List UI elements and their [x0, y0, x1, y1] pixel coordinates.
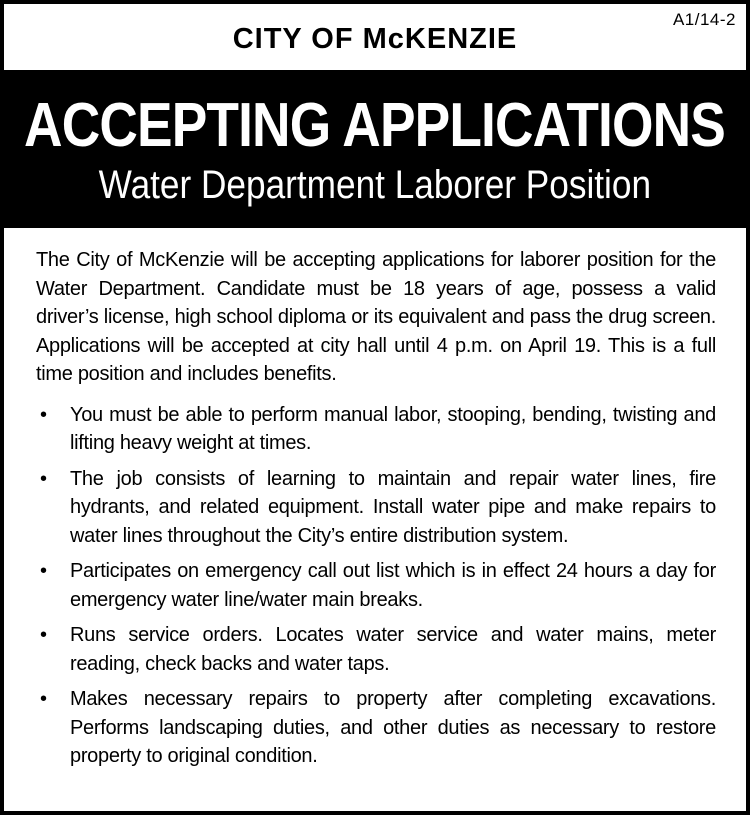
city-name: CITY OF McKENZIE [232, 22, 518, 55]
bullet-icon: • [40, 688, 47, 710]
duty-text: Makes necessary repairs to property after completing excavations. Performs landscaping duties, and other duties as necessary to restore property to original condition. [70, 688, 716, 767]
list-item [36, 685, 716, 771]
list-item [36, 401, 716, 458]
duty-text: Participates on emergency call out list which is in effect 24 hours a day for emergency water line/water main breaks. [70, 560, 716, 611]
headline: ACCEPTING APPLICATIONS [24, 91, 726, 160]
headline-banner [4, 70, 746, 228]
ad-code: A1/14-2 [672, 10, 736, 29]
duty-text: Runs service orders. Locates water service and water mains, meter reading, check backs and water taps. [70, 624, 716, 675]
bullet-icon: • [40, 403, 47, 426]
ad-body [4, 228, 746, 771]
bullet-icon: • [40, 467, 47, 490]
list-item [36, 465, 716, 551]
list-item [36, 621, 716, 678]
city-header [4, 4, 746, 70]
list-item [36, 557, 716, 614]
duty-text: You must be able to perform manual labor, stooping, bending, twisting and lifting heavy weight at times. [70, 403, 716, 454]
position-title: Water Department Laborer Position [98, 163, 652, 207]
bullet-icon: • [40, 624, 47, 646]
duties-list [36, 401, 716, 771]
intro-paragraph: The City of McKenzie will be accepting applications for laborer position for the Water Department. Candidate must be 18 years of age, possess a valid driver’s license, high school diploma or its equivalent and pass the drug screen. Applications will be accepted at city hall until 4 p.m. on April 19. This is a full time position and includes benefits. [36, 249, 716, 385]
duty-text: The job consists of learning to maintain and repair water lines, fire hydrants, and related equipment. Install water pipe and make repairs to water lines throughout the City’s entire distribution system. [70, 467, 716, 547]
bullet-icon: • [40, 560, 47, 582]
